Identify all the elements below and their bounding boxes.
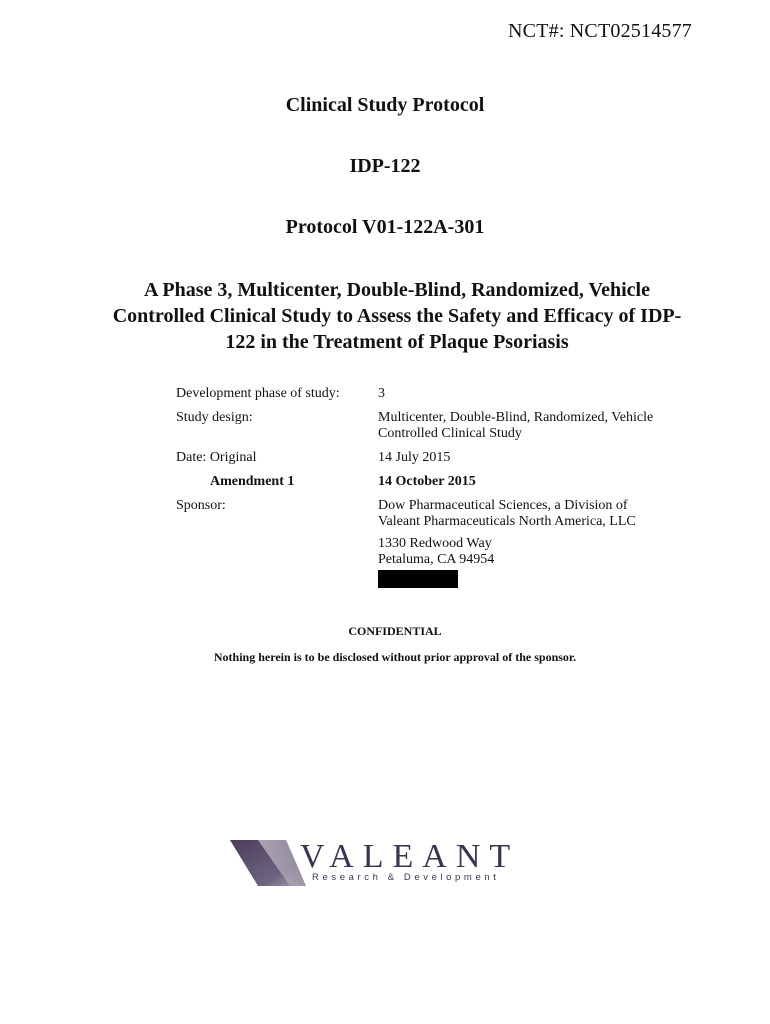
- study-info-table: [176, 386, 656, 596]
- valeant-logo: [230, 838, 520, 898]
- sponsor-city: Petaluma, CA 94954: [378, 552, 495, 567]
- phase-row: [176, 386, 656, 402]
- disclosure-notice: Nothing herein is to be disclosed without prior approval of the sponsor.: [213, 650, 577, 664]
- study-title: A Phase 3, Multicenter, Double-Blind, Randomized, Vehicle Controlled Clinical Study to Assess the Safety and Efficacy of IDP-122 in the Treatment of Plaque Psoriasis: [112, 279, 682, 353]
- sponsor-name: Dow Pharmaceutical Sciences, a Division of Valeant Pharmaceuticals North America, LLC: [378, 498, 636, 529]
- protocol-number: Protocol V01-122A-301: [285, 216, 485, 238]
- confidential-label: CONFIDENTIAL: [348, 624, 442, 638]
- phase-value: 3: [378, 386, 385, 401]
- design-value: Multicenter, Double-Blind, Randomized, Vehicle Controlled Clinical Study: [378, 410, 654, 441]
- logo-subtitle: Research & Development: [312, 872, 500, 883]
- product-code: IDP-122: [349, 155, 421, 177]
- sponsor-row: [176, 498, 656, 588]
- nct-number: NCT#: NCT02514577: [508, 20, 692, 42]
- amendment-label: Amendment 1: [210, 474, 295, 489]
- amendment-value: 14 October 2015: [378, 474, 476, 489]
- sponsor-label: Sponsor:: [176, 498, 226, 513]
- valeant-mark-icon: [230, 840, 310, 888]
- amendment-row: [176, 474, 656, 490]
- redaction-block: [378, 570, 458, 588]
- date-value: 14 July 2015: [378, 450, 451, 465]
- sponsor-details: [378, 498, 656, 588]
- design-row: [176, 410, 656, 442]
- sponsor-street: 1330 Redwood Way: [378, 536, 492, 551]
- design-label: Study design:: [176, 410, 253, 425]
- document-type: Clinical Study Protocol: [285, 94, 485, 116]
- date-row: [176, 450, 656, 466]
- date-label: Date: Original: [176, 450, 257, 465]
- logo-wordmark: VALEANT: [300, 838, 520, 875]
- phase-label: Development phase of study:: [176, 386, 340, 401]
